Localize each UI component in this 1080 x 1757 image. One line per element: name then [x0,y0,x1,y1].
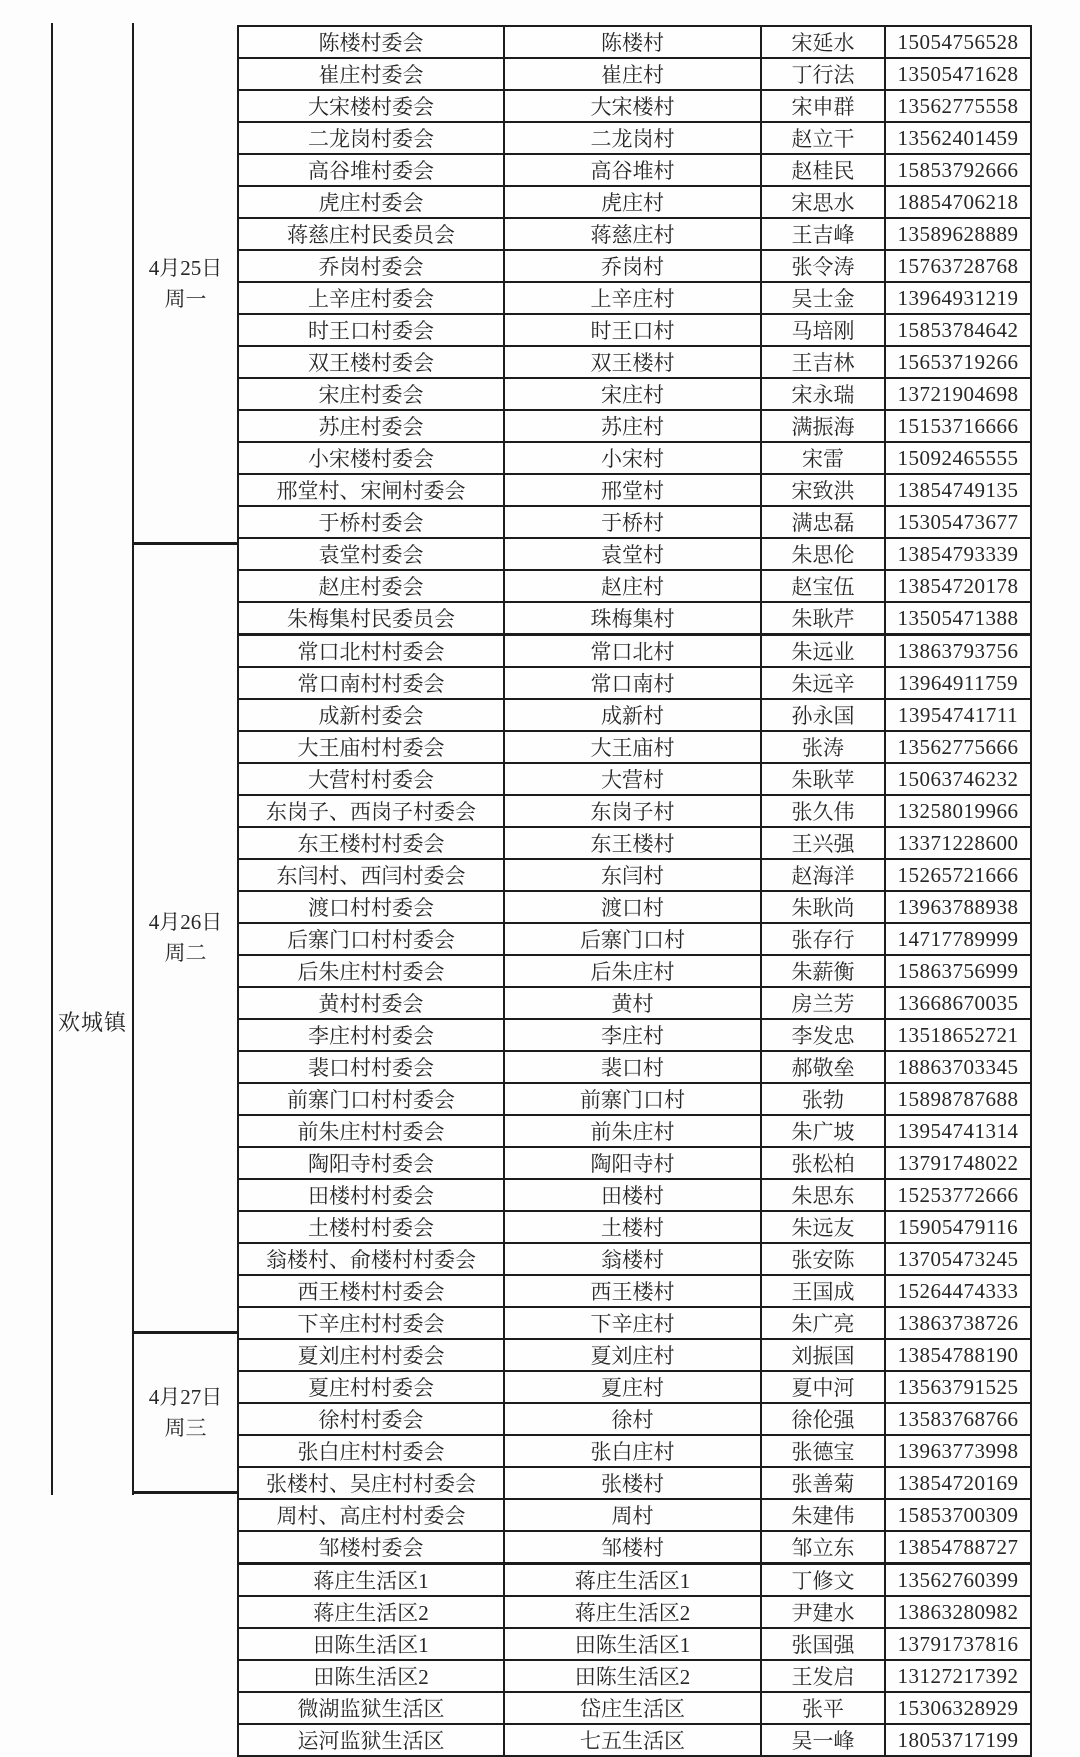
phone-cell: 15853700309 [885,1499,1031,1531]
table-row [238,538,1031,570]
village-cell: 邹楼村 [504,1531,761,1564]
committee-cell: 朱梅集村民委员会 [238,602,504,635]
phone-cell: 13562775666 [885,731,1031,763]
contact-name-cell: 孙永国 [761,699,885,731]
village-cell: 常口南村 [504,667,761,699]
phone-cell: 13562401459 [885,122,1031,154]
contact-name-cell: 王吉林 [761,346,885,378]
contact-name-cell: 王吉峰 [761,218,885,250]
village-cell: 张白庄村 [504,1435,761,1467]
table-row [238,1307,1031,1339]
village-cell: 岱庄生活区 [504,1692,761,1724]
phone-cell: 13863793756 [885,635,1031,668]
table-row [238,1467,1031,1499]
committee-cell: 东岗子、西岗子村委会 [238,795,504,827]
phone-cell: 13963773998 [885,1435,1031,1467]
contact-name-cell: 宋致洪 [761,474,885,506]
contact-name-cell: 朱耿苹 [761,763,885,795]
contact-name-cell: 朱思伦 [761,538,885,570]
table-row [238,1083,1031,1115]
phone-cell: 13964931219 [885,282,1031,314]
village-cell: 徐村 [504,1403,761,1435]
committee-cell: 东王楼村村委会 [238,827,504,859]
table-row [238,1147,1031,1179]
committee-cell: 大营村村委会 [238,763,504,795]
table-row [238,1051,1031,1083]
town-label: 欢城镇 [57,1009,127,1035]
phone-cell: 15853784642 [885,314,1031,346]
phone-cell: 18053717199 [885,1724,1031,1756]
contact-name-cell: 满忠磊 [761,506,885,538]
phone-cell: 13583768766 [885,1403,1031,1435]
table-row [238,667,1031,699]
village-cell: 东岗子村 [504,795,761,827]
village-cell: 赵庄村 [504,570,761,602]
table-row [238,923,1031,955]
table-row [238,1115,1031,1147]
phone-cell: 13854720178 [885,570,1031,602]
phone-cell: 15264474333 [885,1275,1031,1307]
committee-cell: 蒋庄生活区2 [238,1596,504,1628]
table-row [238,26,1031,58]
contact-name-cell: 朱建伟 [761,1499,885,1531]
village-cell: 成新村 [504,699,761,731]
village-cell: 蒋庄生活区1 [504,1564,761,1597]
contact-name-cell: 丁行法 [761,58,885,90]
committee-cell: 张白庄村村委会 [238,1435,504,1467]
contact-name-cell: 张勃 [761,1083,885,1115]
village-cell: 前寨门口村 [504,1083,761,1115]
table-row [238,1371,1031,1403]
phone-cell: 13563791525 [885,1371,1031,1403]
contact-name-cell: 张安陈 [761,1243,885,1275]
village-cell: 高谷堆村 [504,154,761,186]
phone-cell: 13258019966 [885,795,1031,827]
table-row [238,955,1031,987]
table-row [238,1435,1031,1467]
table-row [238,506,1031,538]
committee-cell: 崔庄村委会 [238,58,504,90]
table-row [238,1564,1031,1597]
table-row [238,282,1031,314]
phone-cell: 13505471388 [885,602,1031,635]
phone-cell: 13954741711 [885,699,1031,731]
table-row [238,1692,1031,1724]
committee-cell: 蒋慈庄村民委员会 [238,218,504,250]
table-row [238,1628,1031,1660]
committee-cell: 田陈生活区1 [238,1628,504,1660]
committee-cell: 大宋楼村委会 [238,90,504,122]
table-row [238,154,1031,186]
table-row [238,410,1031,442]
committee-cell: 小宋楼村委会 [238,442,504,474]
date-text: 4月26日 [148,910,223,934]
phone-cell: 13854793339 [885,538,1031,570]
village-cell: 苏庄村 [504,410,761,442]
committee-cell: 苏庄村委会 [238,410,504,442]
table-row [238,699,1031,731]
phone-cell: 14717789999 [885,923,1031,955]
phone-cell: 15063746232 [885,763,1031,795]
schedule-table [237,25,1032,1757]
contact-name-cell: 张善菊 [761,1467,885,1499]
village-cell: 蒋庄生活区2 [504,1596,761,1628]
table-row [238,122,1031,154]
phone-cell: 13854749135 [885,474,1031,506]
phone-cell: 13505471628 [885,58,1031,90]
village-cell: 周村 [504,1499,761,1531]
village-cell: 大营村 [504,763,761,795]
contact-name-cell: 赵宝伍 [761,570,885,602]
phone-cell: 15153716666 [885,410,1031,442]
committee-cell: 黄村村委会 [238,987,504,1019]
table-row [238,987,1031,1019]
phone-cell: 15653719266 [885,346,1031,378]
table-row [238,763,1031,795]
village-cell: 夏庄村 [504,1371,761,1403]
contact-name-cell: 张久伟 [761,795,885,827]
committee-cell: 赵庄村委会 [238,570,504,602]
phone-cell: 13863280982 [885,1596,1031,1628]
table-row [238,891,1031,923]
contact-name-cell: 赵立干 [761,122,885,154]
contact-name-cell: 朱思东 [761,1179,885,1211]
committee-cell: 前朱庄村村委会 [238,1115,504,1147]
table-row [238,186,1031,218]
committee-cell: 夏庄村村委会 [238,1371,504,1403]
phone-cell: 15763728768 [885,250,1031,282]
village-cell: 时王口村 [504,314,761,346]
contact-name-cell: 王国成 [761,1275,885,1307]
contact-name-cell: 张涛 [761,731,885,763]
village-cell: 蒋慈庄村 [504,218,761,250]
table-row [238,1211,1031,1243]
committee-cell: 土楼村村委会 [238,1211,504,1243]
contact-name-cell: 张国强 [761,1628,885,1660]
phone-cell: 13954741314 [885,1115,1031,1147]
contact-name-cell: 张存行 [761,923,885,955]
contact-name-cell: 朱薪衡 [761,955,885,987]
committee-cell: 渡口村村委会 [238,891,504,923]
phone-cell: 13705473245 [885,1243,1031,1275]
village-cell: 崔庄村 [504,58,761,90]
date-cell-day3 [134,1334,237,1491]
committee-cell: 田陈生活区2 [238,1660,504,1692]
table-row [238,1499,1031,1531]
committee-cell: 陶阳寺村委会 [238,1147,504,1179]
contact-name-cell: 夏中河 [761,1371,885,1403]
table-row [238,827,1031,859]
phone-cell: 15306328929 [885,1692,1031,1724]
village-cell: 土楼村 [504,1211,761,1243]
table-row [238,602,1031,635]
committee-cell: 于桥村委会 [238,506,504,538]
village-cell: 陶阳寺村 [504,1147,761,1179]
committee-cell: 田楼村村委会 [238,1179,504,1211]
phone-cell: 15253772666 [885,1179,1031,1211]
date-column-bottom-border [132,1491,239,1494]
town-column-left-border [51,23,53,1495]
village-cell: 邢堂村 [504,474,761,506]
contact-name-cell: 宋雷 [761,442,885,474]
committee-cell: 邢堂村、宋闸村委会 [238,474,504,506]
village-cell: 常口北村 [504,635,761,668]
committee-cell: 蒋庄生活区1 [238,1564,504,1597]
committee-cell: 二龙岗村委会 [238,122,504,154]
table-row [238,1596,1031,1628]
village-cell: 虎庄村 [504,186,761,218]
contact-name-cell: 张松柏 [761,1147,885,1179]
village-cell: 翁楼村 [504,1243,761,1275]
date-text: 4月27日 [148,1384,223,1409]
phone-cell: 13791737816 [885,1628,1031,1660]
table-row [238,1019,1031,1051]
committee-cell: 李庄村村委会 [238,1019,504,1051]
phone-cell: 15265721666 [885,859,1031,891]
committee-cell: 周村、高庄村村委会 [238,1499,504,1531]
contact-name-cell: 满振海 [761,410,885,442]
village-cell: 上辛庄村 [504,282,761,314]
phone-cell: 13589628889 [885,218,1031,250]
village-cell: 张楼村 [504,1467,761,1499]
village-cell: 东王楼村 [504,827,761,859]
committee-cell: 西王楼村村委会 [238,1275,504,1307]
contact-name-cell: 邹立东 [761,1531,885,1564]
committee-cell: 宋庄村委会 [238,378,504,410]
village-cell: 夏刘庄村 [504,1339,761,1371]
contact-name-cell: 朱耿芹 [761,602,885,635]
table-row [238,1339,1031,1371]
contact-name-cell: 丁修文 [761,1564,885,1597]
contact-name-cell: 房兰芳 [761,987,885,1019]
table-row [238,378,1031,410]
village-cell: 李庄村 [504,1019,761,1051]
village-cell: 于桥村 [504,506,761,538]
table-row [238,1243,1031,1275]
committee-cell: 双王楼村委会 [238,346,504,378]
table-row [238,314,1031,346]
phone-cell: 13964911759 [885,667,1031,699]
village-cell: 陈楼村 [504,26,761,58]
date-cell-day1 [134,25,237,542]
committee-cell: 成新村委会 [238,699,504,731]
contact-name-cell: 李发忠 [761,1019,885,1051]
phone-cell: 13371228600 [885,827,1031,859]
committee-cell: 运河监狱生活区 [238,1724,504,1756]
table-row [238,1275,1031,1307]
table-row [238,58,1031,90]
table-row [238,795,1031,827]
phone-cell: 13562760399 [885,1564,1031,1597]
contact-name-cell: 王兴强 [761,827,885,859]
committee-cell: 张楼村、吴庄村村委会 [238,1467,504,1499]
contact-name-cell: 宋永瑞 [761,378,885,410]
village-cell: 田楼村 [504,1179,761,1211]
phone-cell: 18854706218 [885,186,1031,218]
weekday-text: 周三 [164,1415,207,1440]
phone-cell: 15054756528 [885,26,1031,58]
committee-cell: 东闫村、西闫村委会 [238,859,504,891]
phone-cell: 13518652721 [885,1019,1031,1051]
village-cell: 后朱庄村 [504,955,761,987]
committee-cell: 后朱庄村村委会 [238,955,504,987]
phone-cell: 15898787688 [885,1083,1031,1115]
committee-cell: 夏刘庄村村委会 [238,1339,504,1371]
village-cell: 黄村 [504,987,761,1019]
date-cell-day2 [134,545,237,1331]
village-cell: 珠梅集村 [504,602,761,635]
contact-name-cell: 徐伦强 [761,1403,885,1435]
contact-name-cell: 刘振国 [761,1339,885,1371]
table-row [238,1403,1031,1435]
table-row [238,1724,1031,1756]
weekday-text: 周一 [164,286,207,311]
phone-cell: 13562775558 [885,90,1031,122]
village-cell: 后寨门口村 [504,923,761,955]
table-body [238,26,1031,1756]
contact-name-cell: 尹建水 [761,1596,885,1628]
committee-cell: 虎庄村委会 [238,186,504,218]
table-row [238,442,1031,474]
village-cell: 七五生活区 [504,1724,761,1756]
contact-name-cell: 朱广亮 [761,1307,885,1339]
phone-cell: 13854720169 [885,1467,1031,1499]
table-row [238,218,1031,250]
village-cell: 大王庙村 [504,731,761,763]
contact-name-cell: 朱远辛 [761,667,885,699]
weekday-text: 周二 [164,941,207,965]
table-row [238,570,1031,602]
contact-name-cell: 宋延水 [761,26,885,58]
contact-name-cell: 朱远业 [761,635,885,668]
village-cell: 小宋村 [504,442,761,474]
contact-name-cell: 朱耿尚 [761,891,885,923]
table-row [238,90,1031,122]
phone-cell: 15092465555 [885,442,1031,474]
village-cell: 裴口村 [504,1051,761,1083]
contact-name-cell: 郝敬垒 [761,1051,885,1083]
contact-name-cell: 宋思水 [761,186,885,218]
committee-cell: 裴口村村委会 [238,1051,504,1083]
village-cell: 田陈生活区1 [504,1628,761,1660]
contact-name-cell: 朱广坡 [761,1115,885,1147]
phone-cell: 13854788727 [885,1531,1031,1564]
contact-name-cell: 吴士金 [761,282,885,314]
contact-name-cell: 张德宝 [761,1435,885,1467]
village-cell: 袁堂村 [504,538,761,570]
village-cell: 渡口村 [504,891,761,923]
table-row [238,731,1031,763]
contact-name-cell: 朱远友 [761,1211,885,1243]
contact-name-cell: 宋申群 [761,90,885,122]
table-row [238,1179,1031,1211]
phone-cell: 15853792666 [885,154,1031,186]
table-row [238,346,1031,378]
phone-cell: 13863738726 [885,1307,1031,1339]
village-cell: 西王楼村 [504,1275,761,1307]
date-text: 4月25日 [148,255,223,280]
phone-cell: 13668670035 [885,987,1031,1019]
committee-cell: 大王庙村村委会 [238,731,504,763]
contact-name-cell: 张平 [761,1692,885,1724]
village-cell: 东闫村 [504,859,761,891]
contact-name-cell: 吴一峰 [761,1724,885,1756]
committee-cell: 常口南村村委会 [238,667,504,699]
phone-cell: 15305473677 [885,506,1031,538]
phone-cell: 13127217392 [885,1660,1031,1692]
committee-cell: 前寨门口村村委会 [238,1083,504,1115]
phone-cell: 15905479116 [885,1211,1031,1243]
committee-cell: 时王口村委会 [238,314,504,346]
table-row [238,250,1031,282]
committee-cell: 高谷堆村委会 [238,154,504,186]
phone-cell: 13721904698 [885,378,1031,410]
committee-cell: 微湖监狱生活区 [238,1692,504,1724]
village-cell: 乔岗村 [504,250,761,282]
village-cell: 二龙岗村 [504,122,761,154]
table-row [238,474,1031,506]
village-cell: 双王楼村 [504,346,761,378]
village-cell: 大宋楼村 [504,90,761,122]
contact-name-cell: 马培刚 [761,314,885,346]
phone-cell: 13963788938 [885,891,1031,923]
contact-name-cell: 赵桂民 [761,154,885,186]
committee-cell: 徐村村委会 [238,1403,504,1435]
committee-cell: 陈楼村委会 [238,26,504,58]
committee-cell: 袁堂村委会 [238,538,504,570]
phone-cell: 15863756999 [885,955,1031,987]
phone-cell: 13791748022 [885,1147,1031,1179]
phone-cell: 13854788190 [885,1339,1031,1371]
table-row [238,859,1031,891]
table-row [238,1660,1031,1692]
table-row [238,1531,1031,1564]
village-cell: 下辛庄村 [504,1307,761,1339]
committee-cell: 上辛庄村委会 [238,282,504,314]
committee-cell: 乔岗村委会 [238,250,504,282]
contact-name-cell: 张令涛 [761,250,885,282]
phone-cell: 18863703345 [885,1051,1031,1083]
committee-cell: 翁楼村、俞楼村村委会 [238,1243,504,1275]
contact-name-cell: 赵海洋 [761,859,885,891]
contact-name-cell: 王发启 [761,1660,885,1692]
committee-cell: 后寨门口村村委会 [238,923,504,955]
table-row [238,635,1031,668]
village-cell: 宋庄村 [504,378,761,410]
village-cell: 前朱庄村 [504,1115,761,1147]
committee-cell: 邹楼村委会 [238,1531,504,1564]
committee-cell: 下辛庄村村委会 [238,1307,504,1339]
committee-cell: 常口北村村委会 [238,635,504,668]
village-cell: 田陈生活区2 [504,1660,761,1692]
